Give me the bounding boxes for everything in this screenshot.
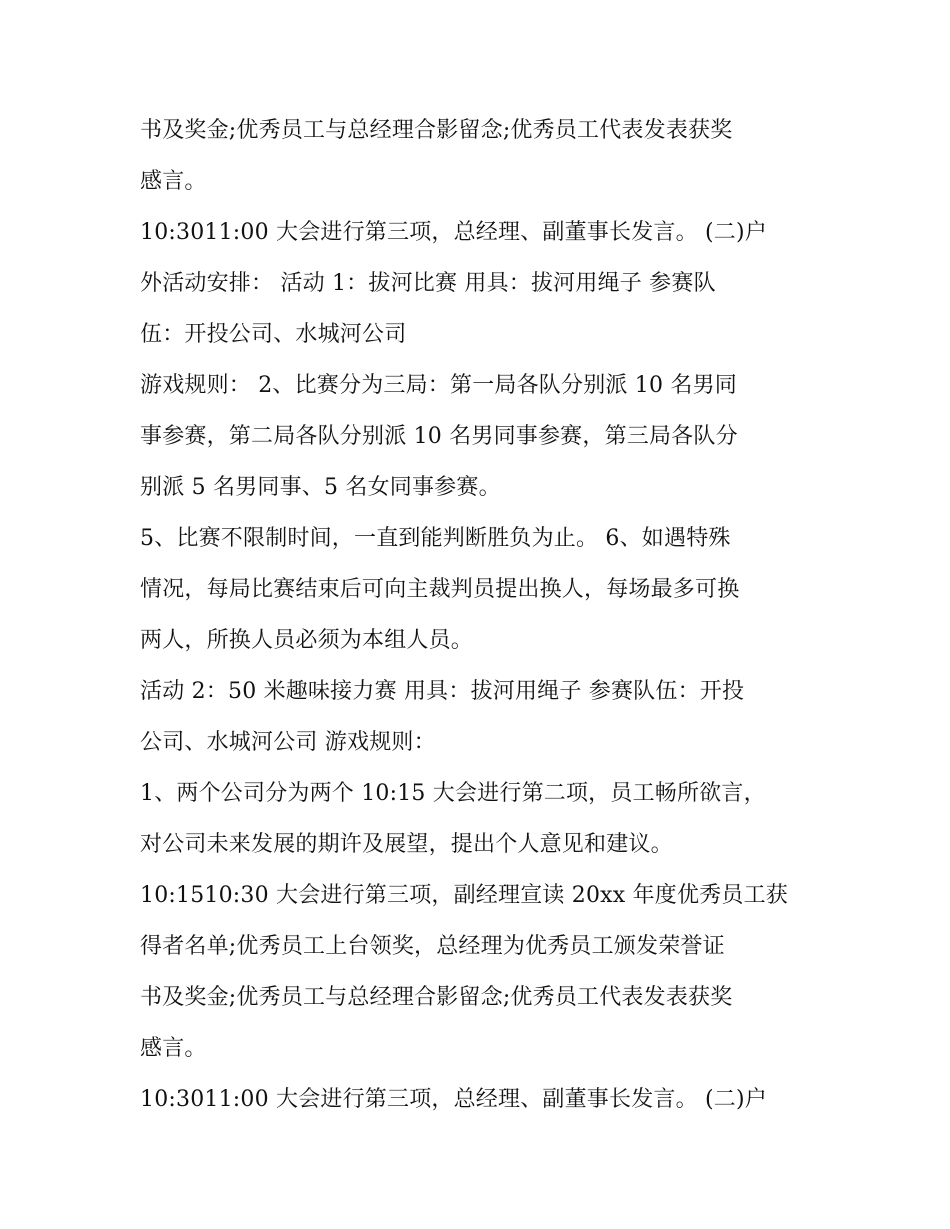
text-line: 10:1510:30 大会进行第三项，副经理宣读 20xx 年度优秀员工获: [140, 883, 788, 908]
text-line: 感言。: [140, 169, 207, 194]
text-line: 两人，所换人员必须为本组人员。: [140, 628, 474, 653]
text-line: 外活动安排： 活动 1：拔河比赛 用具：拔河用绳子 参赛队: [140, 271, 716, 296]
text-line: 公司、水城河公司 游戏规则：: [140, 730, 436, 755]
text-line: 别派 5 名男同事、5 名女同事参赛。: [140, 475, 501, 500]
text-line: 书及奖金;优秀员工与总经理合影留念;优秀员工代表发表获奖: [140, 118, 733, 143]
text-line: 伍：开投公司、水城河公司: [140, 322, 407, 347]
text-line: 事参赛，第二局各队分别派 10 名男同事参赛，第三局各队分: [140, 424, 738, 449]
text-line: 得者名单;优秀员工上台领奖，总经理为优秀员工颁发荣誉证: [140, 934, 725, 959]
text-line: 1、两个公司分为两个 10:15 大会进行第二项，员工畅所欲言，: [140, 781, 766, 806]
text-line: 活动 2：50 米趣味接力赛 用具：拔河用绳子 参赛队伍：开投: [140, 679, 745, 704]
document-body: [140, 108, 820, 1128]
text-line: 感言。: [140, 1036, 207, 1061]
text-line: 10:3011:00 大会进行第三项，总经理、副董事长发言。 (二)户: [140, 1087, 767, 1112]
text-line: 情况，每局比赛结束后可向主裁判员提出换人，每场最多可换: [140, 577, 740, 602]
text-line: 10:3011:00 大会进行第三项，总经理、副董事长发言。 (二)户: [140, 220, 767, 245]
text-line: 游戏规则： 2、比赛分为三局：第一局各队分别派 10 名男同: [140, 373, 737, 398]
text-line: 对公司未来发展的期许及展望，提出个人意见和建议。: [140, 832, 673, 857]
text-line: 书及奖金;优秀员工与总经理合影留念;优秀员工代表发表获奖: [140, 985, 733, 1010]
text-line: 5、比赛不限制时间，一直到能判断胜负为止。 6、如遇特殊: [140, 526, 731, 551]
